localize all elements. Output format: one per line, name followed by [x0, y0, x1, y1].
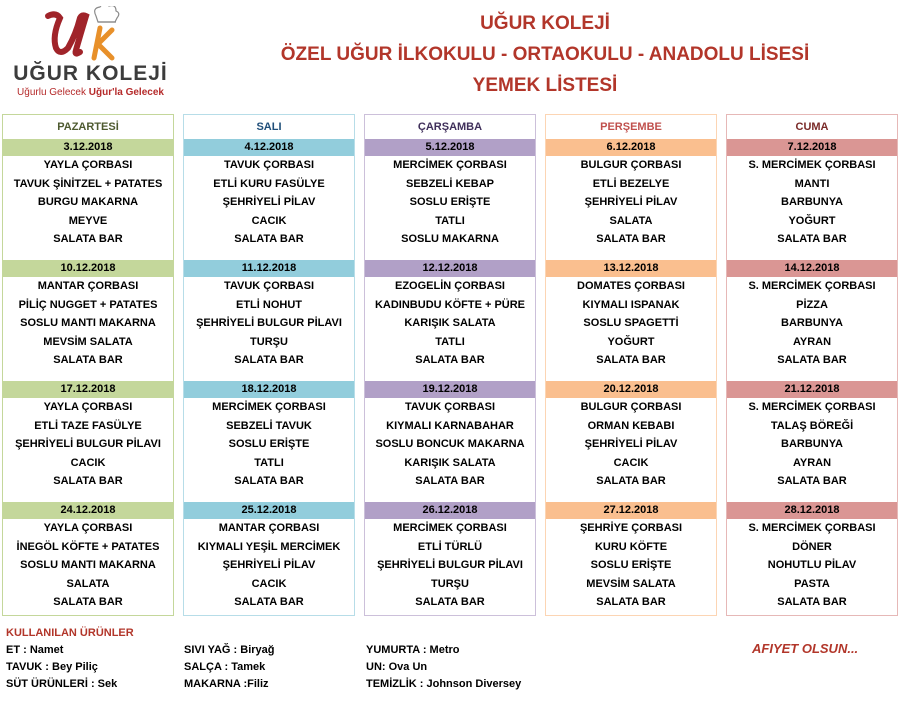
menu-item: SALATA BAR [596, 475, 666, 487]
logo-slogan [8, 87, 173, 98]
menu-item: S. MERCİMEK ÇORBASI [748, 401, 876, 413]
menu-item: SALATA BAR [53, 596, 123, 608]
menu-item: SALATA BAR [596, 596, 666, 608]
menu-item: AYRAN [792, 335, 832, 348]
menu-item: MERCİMEK ÇORBASI [212, 401, 326, 413]
date-bar: 21.12.2018 [727, 381, 897, 398]
menu-item: SOSLU ERİŞTE [590, 559, 672, 571]
date-bar: 5.12.2018 [365, 139, 535, 156]
product-un: UN: Ova Un [366, 661, 428, 673]
menu-item: CACIK [70, 456, 106, 469]
school-logo [8, 6, 173, 102]
menu-item: ŞEHRİYELİ BULGUR PİLAVI [15, 438, 161, 450]
menu-item: KIYMALI ISPANAK [582, 298, 680, 311]
menu-item: ŞEHRİYELİ PİLAV [584, 438, 678, 450]
menu-item: KARIŞIK SALATA [404, 317, 496, 329]
menu-item: SALATA [66, 577, 110, 590]
menu-item: SALATA BAR [596, 354, 666, 366]
date-bar: 6.12.2018 [546, 139, 716, 156]
date-bar: 13.12.2018 [546, 260, 716, 277]
menu-item: SALATA BAR [415, 475, 485, 487]
menu-item: BARBUNYA [781, 438, 843, 450]
menu-item: PİZZA [796, 298, 828, 311]
menu-item: MERCİMEK ÇORBASI [393, 159, 507, 171]
date-bar: 20.12.2018 [546, 381, 716, 398]
date-bar: 19.12.2018 [365, 381, 535, 398]
products-title: KULLANILAN ÜRÜNLER [6, 627, 134, 639]
menu-item: YOĞURT [788, 214, 836, 227]
menu-item: MANTAR ÇORBASI [37, 280, 139, 292]
week-block [727, 139, 897, 249]
menu-item: ŞEHRİYE ÇORBASI [579, 522, 683, 534]
menu-item: SOSLU ERİŞTE [409, 196, 491, 208]
menu-item: TAVUK ŞİNİTZEL + PATATES [13, 177, 163, 190]
menu-item: BARBUNYA [781, 317, 843, 329]
menu-item: S. MERCİMEK ÇORBASI [748, 159, 876, 171]
menu-item: ETLİ BEZELYE [592, 177, 670, 190]
menu-item: YOĞURT [607, 335, 655, 348]
menu-item: CACIK [251, 214, 287, 227]
week-block [184, 260, 354, 370]
logo-slogan-plain: Uğurlu Gelecek [17, 87, 89, 98]
menu-item: CACIK [251, 577, 287, 590]
week-block [546, 381, 716, 491]
menu-item: SALATA BAR [234, 354, 304, 366]
uk-monogram-icon [38, 6, 138, 64]
date-bar: 18.12.2018 [184, 381, 354, 398]
menu-item: SALATA BAR [234, 475, 304, 487]
afiyet-olsun-text: AFIYET OLSUN... [752, 641, 859, 656]
date-bar: 11.12.2018 [184, 260, 354, 277]
menu-item: MANTI [794, 177, 830, 190]
menu-title: YEMEK LİSTESİ [472, 75, 618, 96]
menu-item: ETLİ NOHUT [236, 298, 302, 311]
week-block [3, 502, 173, 612]
product-salca: SALÇA : Tamek [184, 661, 266, 673]
menu-item: KURU KÖFTE [594, 540, 668, 553]
menu-item: DÖNER [792, 540, 832, 553]
schools-subtitle: ÖZEL UĞUR İLKOKULU - ORTAOKULU - ANADOLU LİSESİ [280, 44, 810, 65]
week-block [3, 139, 173, 249]
week-block [727, 502, 897, 612]
logo-brand-text: UĞUR KOLEJİ [13, 62, 168, 85]
date-bar: 24.12.2018 [3, 502, 173, 519]
menu-item: ŞEHRİYELİ PİLAV [584, 196, 678, 208]
menu-item: YAYLA ÇORBASI [43, 522, 133, 534]
menu-item: SALATA BAR [234, 233, 304, 245]
menu-item: İNEGÖL KÖFTE + PATATES [16, 540, 160, 553]
date-bar: 4.12.2018 [184, 139, 354, 156]
menu-item: ETLİ KURU FASÜLYE [213, 177, 325, 190]
day-column [183, 114, 355, 616]
date-bar: 3.12.2018 [3, 139, 173, 156]
day-header: PAZARTESİ [57, 121, 119, 133]
week-block [184, 381, 354, 491]
menu-item: KIYMALI KARNABAHAR [386, 419, 514, 432]
day-column [545, 114, 717, 616]
menu-item: AYRAN [792, 456, 832, 469]
product-sivi-yag: SIVI YAĞ : Biryağ [184, 644, 275, 656]
day-header: ÇARŞAMBA [417, 121, 483, 133]
menu-item: SALATA BAR [415, 354, 485, 366]
date-bar: 10.12.2018 [3, 260, 173, 277]
menu-item: SALATA BAR [596, 233, 666, 245]
product-et: ET : Namet [6, 644, 64, 656]
menu-item: SOSLU BONCUK MAKARNA [375, 438, 525, 450]
date-bar: 14.12.2018 [727, 260, 897, 277]
product-makarna: MAKARNA :Filiz [184, 678, 269, 690]
date-bar: 25.12.2018 [184, 502, 354, 519]
menu-item: MEVSİM SALATA [43, 335, 133, 348]
week-block [546, 139, 716, 249]
day-column [726, 114, 898, 616]
menu-item: PİLİÇ NUGGET + PATATES [18, 298, 158, 311]
day-header: SALI [256, 121, 282, 133]
menu-item: BARBUNYA [781, 196, 843, 208]
menu-item: SOSLU MANTI MAKARNA [20, 559, 156, 571]
week-block [546, 260, 716, 370]
menu-item: ŞEHRİYELİ BULGUR PİLAVI [377, 559, 523, 571]
menu-item: YAYLA ÇORBASI [43, 159, 133, 171]
menu-item: SEBZELİ KEBAP [405, 177, 494, 190]
menu-item: SOSLU MAKARNA [401, 233, 499, 245]
product-yumurta: YUMURTA : Metro [366, 644, 460, 656]
menu-item: SALATA BAR [415, 596, 485, 608]
day-header: CUMA [795, 121, 829, 133]
school-title: UĞUR KOLEJİ [480, 13, 610, 34]
date-bar: 12.12.2018 [365, 260, 535, 277]
menu-item: BULGUR ÇORBASI [580, 401, 682, 413]
menu-item: ORMAN KEBABI [587, 419, 675, 432]
week-block [365, 139, 535, 249]
menu-item: EZOGELİN ÇORBASI [394, 280, 505, 292]
menu-item: MEVSİM SALATA [586, 577, 676, 590]
menu-item: MERCİMEK ÇORBASI [393, 522, 507, 534]
product-temizlik: TEMİZLİK : Johnson Diversey [366, 678, 522, 690]
menu-item: TATLI [435, 214, 465, 227]
menu-item: TAVUK ÇORBASI [404, 401, 496, 413]
date-bar: 7.12.2018 [727, 139, 897, 156]
menu-item: ETLİ TAZE FASÜLYE [34, 419, 142, 432]
menu-item: DOMATES ÇORBASI [577, 280, 685, 292]
week-block [365, 381, 535, 491]
menu-item: KIYMALI YEŞİL MERCİMEK [197, 540, 341, 553]
menu-item: SALATA BAR [53, 233, 123, 245]
product-sut: SÜT ÜRÜNLERİ : Sek [6, 678, 118, 690]
menu-item: TATLI [254, 456, 284, 469]
menu-item: MEYVE [68, 214, 108, 227]
menu-grid [0, 114, 900, 616]
menu-item: NOHUTLU PİLAV [767, 559, 857, 571]
menu-item: BURGU MAKARNA [37, 196, 139, 208]
menu-item: SALATA BAR [777, 596, 847, 608]
menu-item: S. MERCİMEK ÇORBASI [748, 522, 876, 534]
menu-item: TATLI [435, 335, 465, 348]
menu-item: KADINBUDU KÖFTE + PÜRE [374, 298, 526, 311]
menu-item: SALATA BAR [777, 475, 847, 487]
week-block [184, 502, 354, 612]
menu-item: YAYLA ÇORBASI [43, 401, 133, 413]
date-bar: 17.12.2018 [3, 381, 173, 398]
date-bar: 27.12.2018 [546, 502, 716, 519]
menu-item: TAVUK ÇORBASI [223, 280, 315, 292]
menu-item: SALATA BAR [53, 354, 123, 366]
menu-item: ŞEHRİYELİ PİLAV [222, 559, 316, 571]
menu-item: MANTAR ÇORBASI [218, 522, 320, 534]
week-block [365, 502, 535, 612]
menu-item: SALATA [609, 214, 653, 227]
week-block [365, 260, 535, 370]
menu-item: SALATA BAR [777, 233, 847, 245]
day-column [2, 114, 174, 616]
week-block [3, 381, 173, 491]
date-bar: 26.12.2018 [365, 502, 535, 519]
menu-item: SALATA BAR [53, 475, 123, 487]
menu-item: SALATA BAR [777, 354, 847, 366]
week-block [727, 260, 897, 370]
week-block [727, 381, 897, 491]
menu-item: SOSLU MANTI MAKARNA [20, 317, 156, 329]
menu-item: SOSLU ERİŞTE [228, 438, 310, 450]
menu-item: TALAŞ BÖREĞİ [770, 419, 854, 432]
week-block [3, 260, 173, 370]
menu-item: TURŞU [431, 577, 469, 590]
menu-item: PASTA [794, 577, 830, 590]
menu-item: ŞEHRİYELİ BULGUR PİLAVI [196, 317, 342, 329]
menu-item: CACIK [613, 456, 649, 469]
logo-slogan-bold: Uğur'la Gelecek [88, 87, 164, 98]
menu-item: KARIŞIK SALATA [404, 456, 496, 469]
day-column [364, 114, 536, 616]
week-block [546, 502, 716, 612]
menu-item: SALATA BAR [234, 596, 304, 608]
menu-item: BULGUR ÇORBASI [580, 159, 682, 171]
menu-item: S. MERCİMEK ÇORBASI [748, 280, 876, 292]
menu-item: TURŞU [250, 335, 288, 348]
week-block [184, 139, 354, 249]
page-title-block [210, 8, 880, 101]
product-tavuk: TAVUK : Bey Piliç [6, 661, 98, 673]
menu-item: SEBZELİ TAVUK [226, 419, 312, 432]
menu-item: SOSLU SPAGETTİ [583, 317, 679, 329]
menu-item: TAVUK ÇORBASI [223, 159, 315, 171]
menu-item: ŞEHRİYELİ PİLAV [222, 196, 316, 208]
day-header: PERŞEMBE [600, 121, 662, 133]
date-bar: 28.12.2018 [727, 502, 897, 519]
menu-item: ETLİ TÜRLÜ [417, 540, 483, 553]
